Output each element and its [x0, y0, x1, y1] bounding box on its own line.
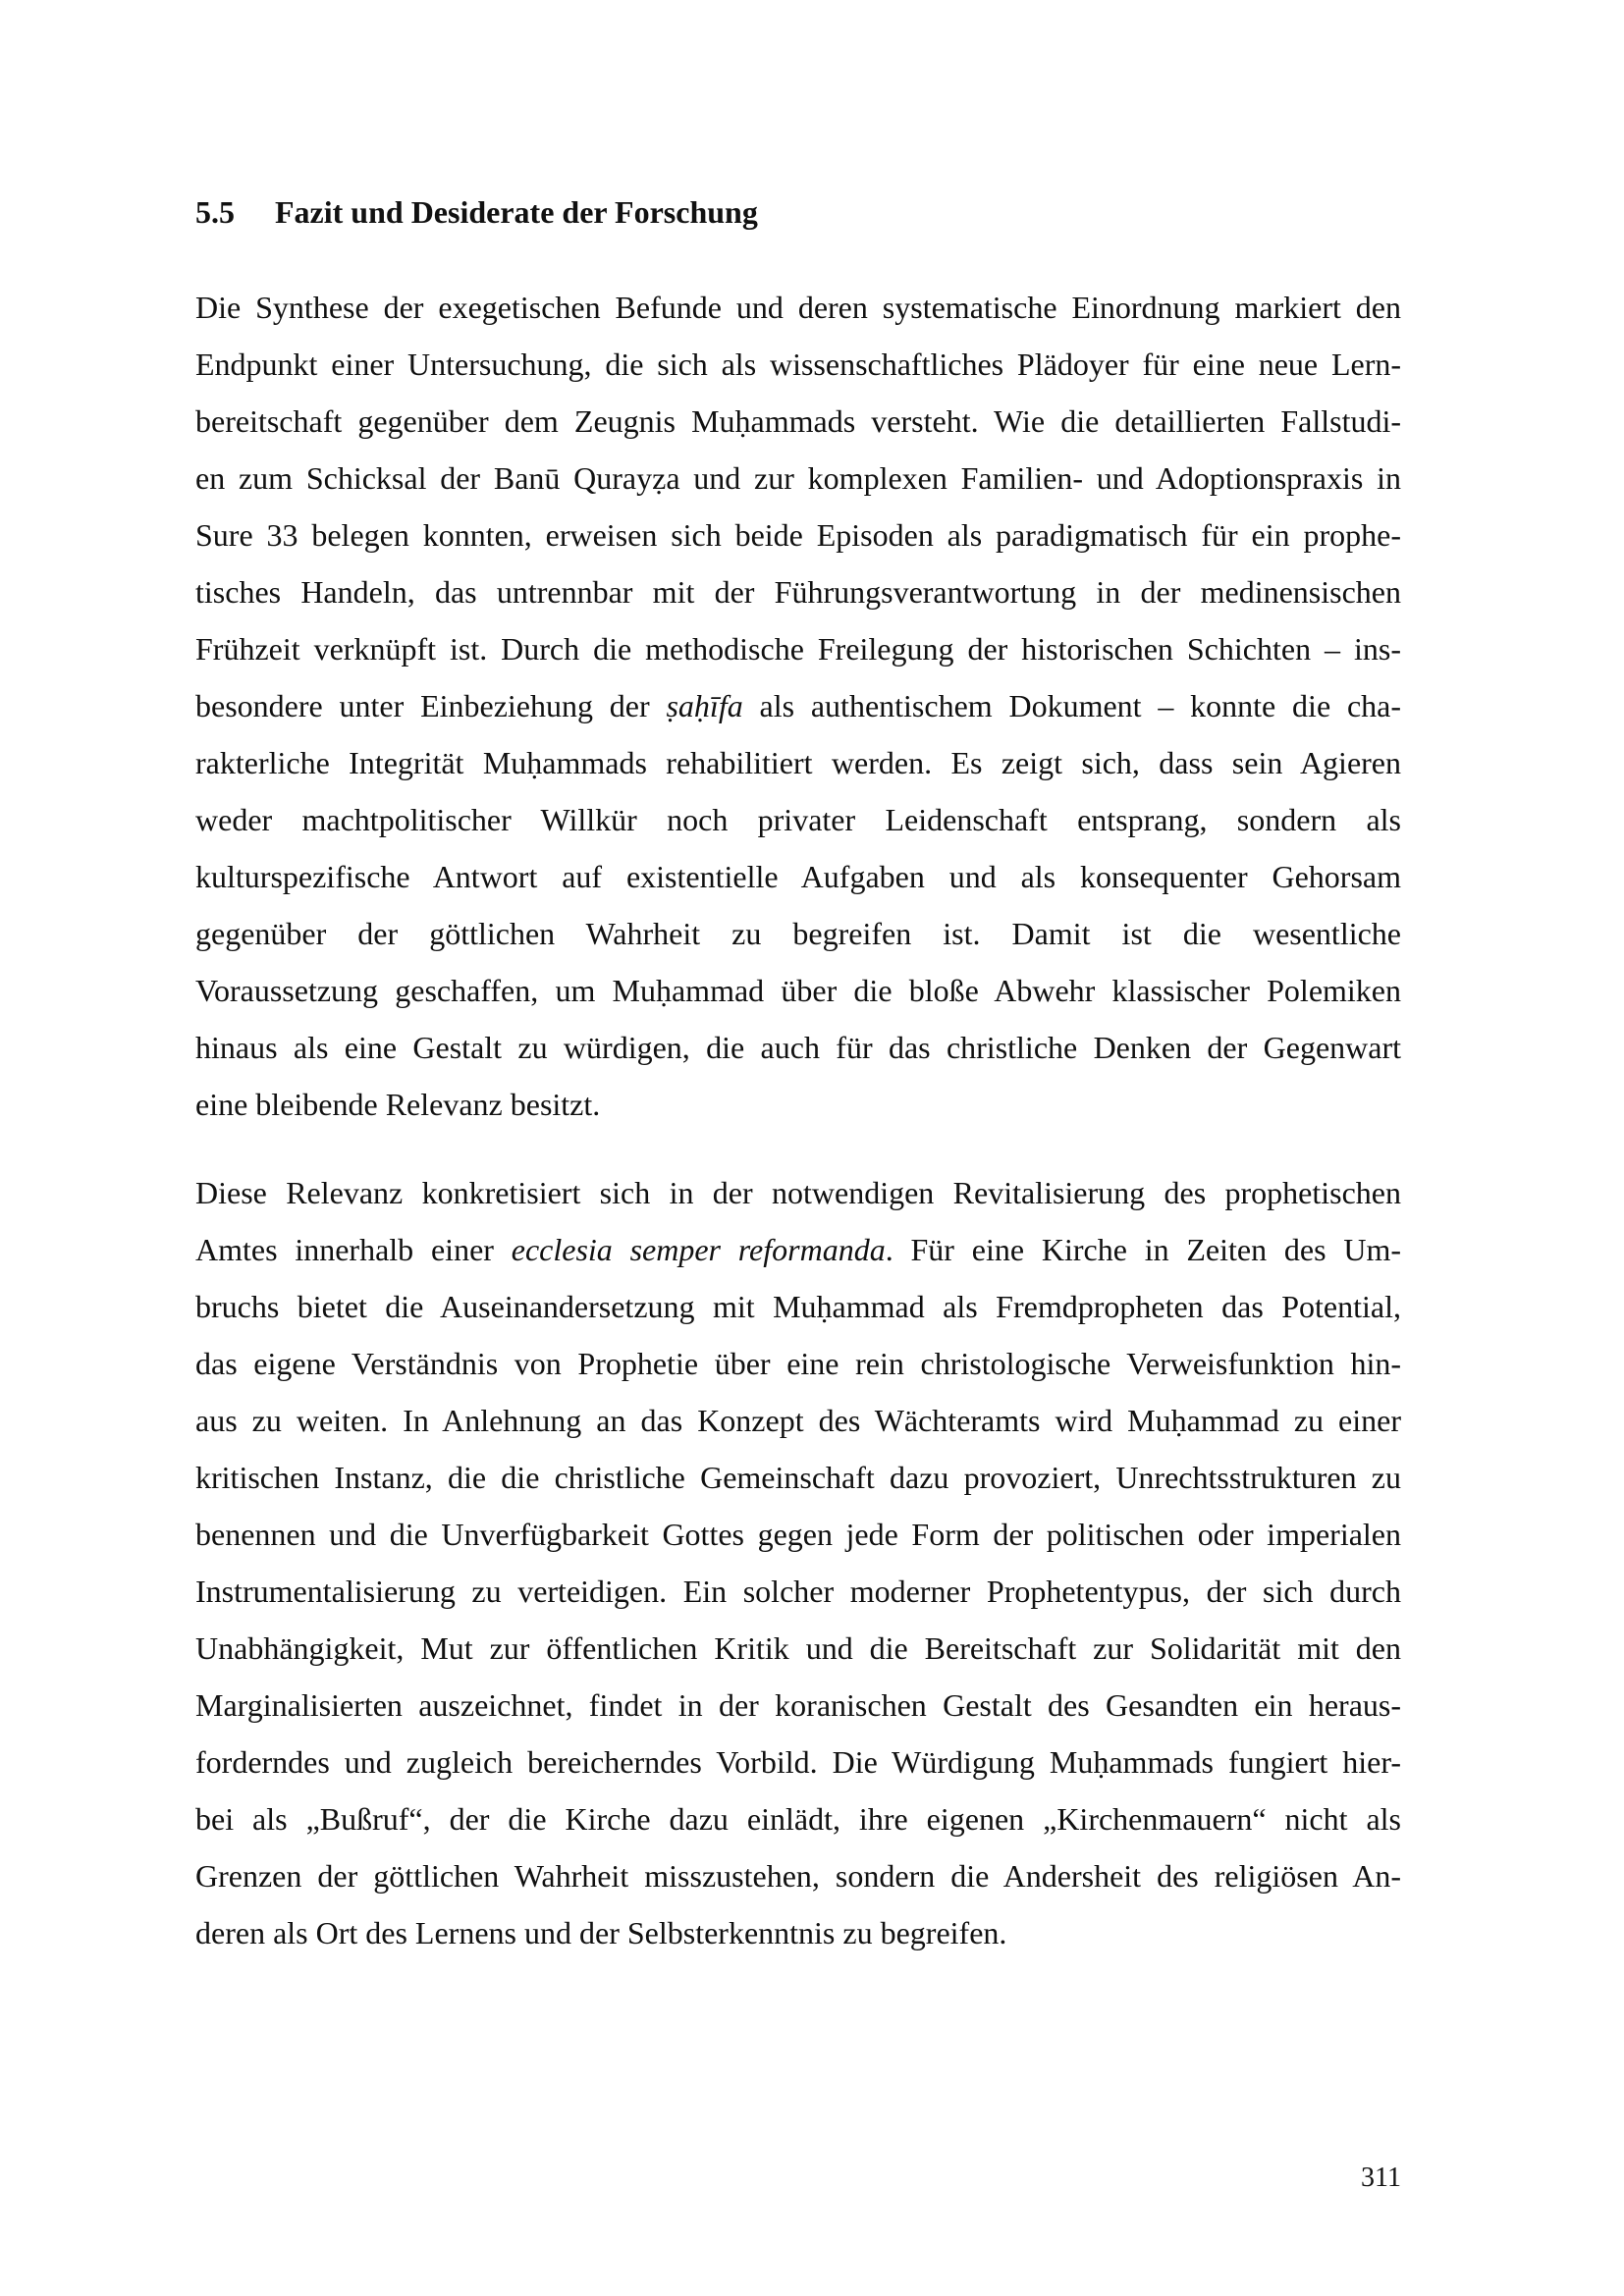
text-line [195, 1221, 1401, 1278]
text-line: Sure 33 belegen konnten, erweisen sich beide Episoden als paradigmatisch für ein prophe- [195, 517, 1401, 553]
paragraph-1 [195, 279, 1401, 1133]
text-line: bei als „Bußruf“, der die Kirche dazu einlädt, ihre eigenen „Kirchenmauern“ nicht als [195, 1801, 1401, 1837]
text-line: benennen und die Unverfügbarkeit Gottes gegen jede Form der politischen oder imperialen [195, 1517, 1401, 1552]
text-run: . Für eine Kirche in Zeiten des Um- [885, 1232, 1402, 1267]
text-line: deren als Ort des Lernens und der Selbsterkenntnis zu begreifen. [195, 1915, 1007, 1950]
text-line: Endpunkt einer Untersuchung, die sich als wissenschaftliches Plädoyer für eine neue Lern- [195, 347, 1401, 382]
text-line: forderndes und zugleich bereicherndes Vorbild. Die Würdigung Muḥammads fungiert hier- [195, 1744, 1401, 1780]
text-line: Instrumentalisierung zu verteidigen. Ein solcher moderner Prophetentypus, der sich durch [195, 1574, 1401, 1609]
text-line: Grenzen der göttlichen Wahrheit misszustehen, sondern die Andersheit des religiösen An- [195, 1858, 1401, 1894]
italic-term: ṣaḥīfa [666, 688, 743, 723]
text-line: hinaus als eine Gestalt zu würdigen, die auch für das christliche Denken der Gegenwart [195, 1030, 1401, 1065]
text-run: besondere unter Einbeziehung der [195, 688, 667, 723]
section-number: 5.5 [195, 194, 235, 230]
text-line: Unabhängigkeit, Mut zur öffentlichen Kritik und die Bereitschaft zur Solidarität mit den [195, 1630, 1401, 1666]
text-line: weder machtpolitischer Willkür noch privater Leidenschaft entsprang, sondern als [195, 802, 1401, 837]
text-line: rakterliche Integrität Muḥammads rehabilitiert werden. Es zeigt sich, dass sein Agieren [195, 745, 1401, 780]
text-line: tisches Handeln, das untrennbar mit der Führungsverantwortung in der medinensischen [195, 574, 1401, 610]
text-line: aus zu weiten. In Anlehnung an das Konzept des Wächteramts wird Muḥammad zu einer [195, 1403, 1401, 1438]
text-line: en zum Schicksal der Banū Qurayẓa und zur komplexen Familien- und Adoptionspraxis in [195, 460, 1401, 496]
text-line [195, 677, 1401, 734]
text-line: Diese Relevanz konkretisiert sich in der notwendigen Revitalisierung des prophetischen [195, 1175, 1401, 1210]
text-line: kritischen Instanz, die die christliche Gemeinschaft dazu provoziert, Unrechtsstrukturen zu [195, 1460, 1401, 1495]
text-line: kulturspezifische Antwort auf existentielle Aufgaben und als konsequenter Gehorsam [195, 859, 1401, 894]
text-line: Frühzeit verknüpft ist. Durch die methodische Freilegung der historischen Schichten – ins- [195, 631, 1401, 667]
section-heading [195, 192, 758, 232]
text-line: eine bleibende Relevanz besitzt. [195, 1087, 601, 1122]
text-line: Marginalisierten auszeichnet, findet in der koranischen Gestalt des Gesandten ein heraus- [195, 1687, 1401, 1723]
section-title: Fazit und Desiderate der Forschung [275, 194, 758, 230]
text-run: als authentischem Dokument – konnte die cha- [742, 688, 1402, 723]
text-line: das eigene Verständnis von Prophetie über eine rein christologische Verweisfunktion hin- [195, 1346, 1401, 1381]
italic-term: ecclesia semper reformanda [511, 1232, 886, 1267]
text-line: Die Synthese der exegetischen Befunde und deren systematische Einordnung markiert den [195, 290, 1401, 325]
document-page [195, 0, 1401, 2296]
text-run: Amtes innerhalb einer [195, 1232, 512, 1267]
page-number: 311 [1361, 2163, 1401, 2193]
paragraph-2 [195, 1164, 1401, 1961]
text-line: bereitschaft gegenüber dem Zeugnis Muḥammads versteht. Wie die detaillierten Fallstudi- [195, 403, 1401, 439]
text-line: Voraussetzung geschaffen, um Muḥammad über die bloße Abwehr klassischer Polemiken [195, 973, 1401, 1008]
text-line: gegenüber der göttlichen Wahrheit zu begreifen ist. Damit ist die wesentliche [195, 916, 1401, 951]
text-line: bruchs bietet die Auseinandersetzung mit Muḥammad als Fremdpropheten das Potential, [195, 1289, 1401, 1324]
